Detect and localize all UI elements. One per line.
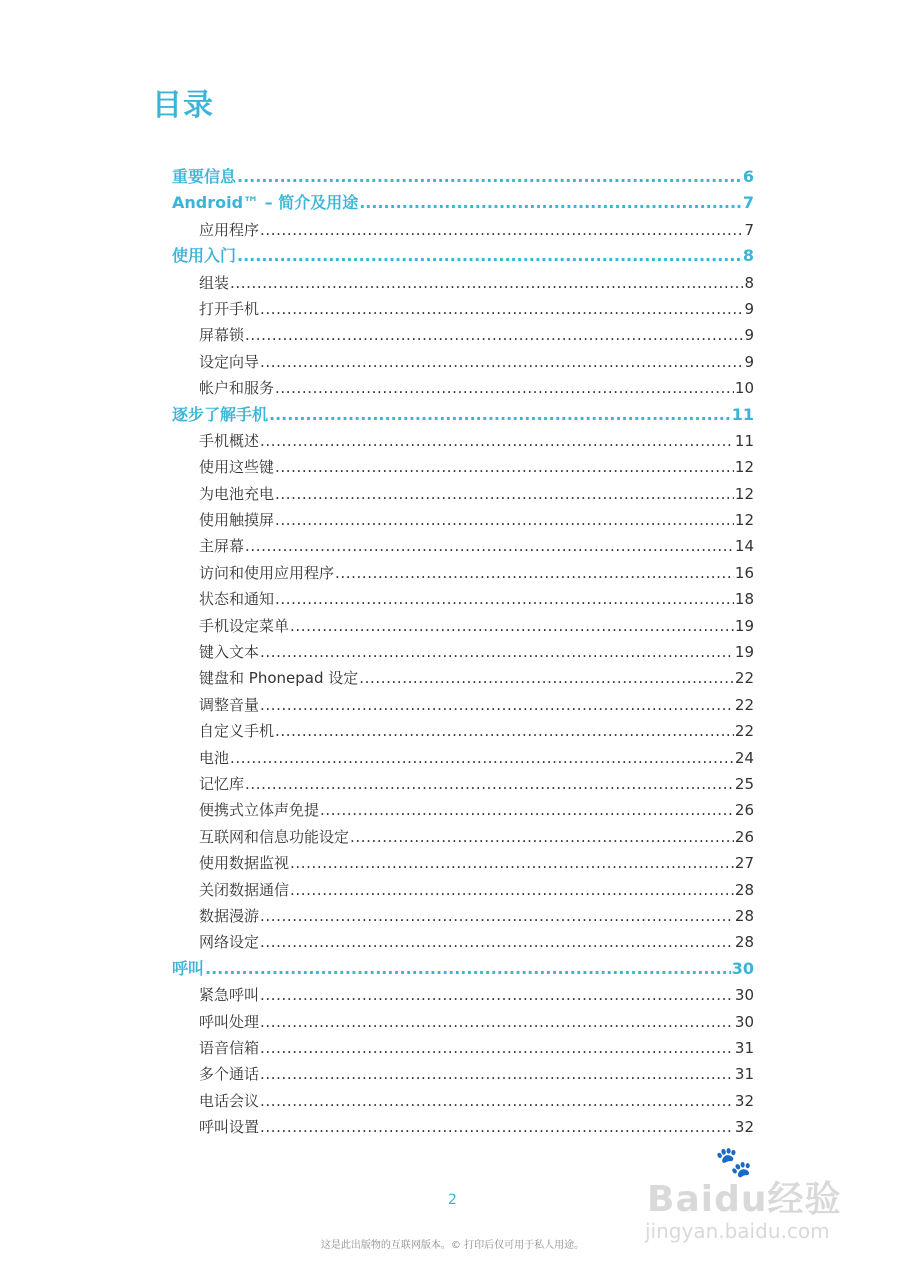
toc-label: 应用程序: [199, 220, 260, 239]
dot-leader: [260, 349, 743, 375]
toc-label: 关闭数据通信: [199, 880, 290, 899]
toc-label: Android™ – 简介及用途: [172, 193, 359, 213]
toc-label: 屏幕锁: [199, 326, 245, 345]
toc-page-number: 30: [731, 958, 754, 978]
toc-label: 呼叫: [172, 958, 205, 978]
dot-leader: [290, 613, 734, 639]
toc-chapter[interactable]: [172, 190, 754, 216]
dot-leader: [275, 375, 734, 401]
dot-leader: [290, 850, 734, 876]
baidu-watermark: [643, 1145, 873, 1255]
toc-label: 访问和使用应用程序: [199, 563, 335, 582]
toc-entry[interactable]: [172, 507, 754, 533]
dot-leader: [245, 322, 743, 348]
dot-leader: [260, 903, 734, 929]
paw-icon: 🐾: [715, 1145, 753, 1180]
toc-label: 呼叫设置: [199, 1118, 260, 1137]
toc-entry[interactable]: [172, 481, 754, 507]
dot-leader: [275, 586, 734, 612]
toc-label: 打开手机: [199, 299, 260, 318]
dot-leader: [350, 824, 734, 850]
toc-page-number: 10: [734, 379, 754, 398]
dot-leader: [230, 270, 743, 296]
toc-page-number: 19: [734, 643, 754, 662]
toc-label: 自定义手机: [199, 722, 275, 741]
toc-label: 语音信箱: [199, 1038, 260, 1057]
toc-label: 记忆库: [199, 774, 245, 793]
dot-leader: [359, 665, 734, 691]
toc-label: 网络设定: [199, 933, 260, 952]
dot-leader: [269, 402, 731, 428]
dot-leader: [237, 164, 742, 190]
toc-label: 多个通话: [199, 1065, 260, 1084]
toc-page-number: 9: [744, 326, 754, 345]
toc-label: 互联网和信息功能设定: [199, 827, 350, 846]
toc-page-number: 12: [734, 484, 754, 503]
table-of-contents: [172, 164, 754, 1140]
toc-label: 电池: [199, 748, 230, 767]
dot-leader: [260, 1114, 734, 1140]
toc-label: 设定向导: [199, 352, 260, 371]
toc-label: 呼叫处理: [199, 1012, 260, 1031]
toc-label: 使用这些键: [199, 458, 275, 477]
toc-page-number: 22: [734, 722, 754, 741]
toc-entry[interactable]: [172, 692, 754, 718]
toc-label: 为电池充电: [199, 484, 275, 503]
dot-leader: [230, 745, 734, 771]
toc-entry[interactable]: [172, 1009, 754, 1035]
toc-entry[interactable]: [172, 349, 754, 375]
toc-label: 逐步了解手机: [172, 404, 269, 424]
dot-leader: [260, 428, 734, 454]
toc-page-number: 32: [734, 1091, 754, 1110]
toc-chapter[interactable]: [172, 956, 754, 982]
toc-label: 键盘和 Phonepad 设定: [199, 669, 359, 688]
dot-leader: [245, 533, 734, 559]
toc-entry[interactable]: [172, 665, 754, 691]
dot-leader: [237, 243, 742, 269]
toc-page-number: 8: [744, 273, 754, 292]
toc-page-number: 16: [734, 563, 754, 582]
dot-leader: [275, 481, 734, 507]
dot-leader: [290, 877, 734, 903]
toc-entry[interactable]: [172, 613, 754, 639]
toc-entry[interactable]: [172, 1035, 754, 1061]
toc-label: 手机概述: [199, 431, 260, 450]
toc-entry[interactable]: [172, 639, 754, 665]
toc-chapter[interactable]: [172, 243, 754, 269]
toc-entry[interactable]: [172, 745, 754, 771]
dot-leader: [205, 956, 731, 982]
dot-leader: [320, 797, 734, 823]
dot-leader: [260, 982, 734, 1008]
dot-leader: [260, 1061, 734, 1087]
dot-leader: [260, 1035, 734, 1061]
toc-label: 键入文本: [199, 643, 260, 662]
toc-label: 使用数据监视: [199, 854, 290, 873]
toc-entry[interactable]: [172, 877, 754, 903]
toc-entry[interactable]: [172, 982, 754, 1008]
page-number: 2: [448, 1192, 457, 1208]
dot-leader: [260, 639, 734, 665]
toc-page-number: 30: [734, 1012, 754, 1031]
toc-entry[interactable]: [172, 270, 754, 296]
toc-entry[interactable]: [172, 929, 754, 955]
dot-leader: [260, 1088, 734, 1114]
toc-page-number: 32: [734, 1118, 754, 1137]
toc-page-number: 31: [734, 1065, 754, 1084]
toc-entry[interactable]: [172, 1088, 754, 1114]
dot-leader: [359, 190, 742, 216]
toc-entry[interactable]: [172, 718, 754, 744]
toc-page-number: 26: [734, 801, 754, 820]
toc-page-number: 28: [734, 933, 754, 952]
toc-entry[interactable]: [172, 850, 754, 876]
toc-label: 重要信息: [172, 167, 237, 186]
toc-label: 帐户和服务: [199, 379, 275, 398]
toc-page-number: 30: [734, 986, 754, 1005]
toc-entry[interactable]: [172, 586, 754, 612]
toc-page-number: 28: [734, 880, 754, 899]
toc-label: 主屏幕: [199, 537, 245, 556]
watermark-logo: Baidu经验: [647, 1179, 842, 1220]
toc-entry[interactable]: [172, 1061, 754, 1087]
toc-chapter[interactable]: [172, 402, 754, 428]
dot-leader: [275, 718, 734, 744]
toc-entry[interactable]: [172, 533, 754, 559]
dot-leader: [245, 771, 734, 797]
dot-leader: [260, 929, 734, 955]
toc-entry[interactable]: [172, 560, 754, 586]
toc-entry[interactable]: [172, 322, 754, 348]
toc-entry[interactable]: [172, 903, 754, 929]
toc-page-number: 31: [734, 1038, 754, 1057]
toc-label: 调整音量: [199, 695, 260, 714]
toc-label: 使用入门: [172, 246, 237, 266]
dot-leader: [275, 454, 734, 480]
toc-entry[interactable]: [172, 428, 754, 454]
toc-label: 状态和通知: [199, 590, 275, 609]
toc-page-number: 25: [734, 774, 754, 793]
dot-leader: [335, 560, 734, 586]
dot-leader: [260, 217, 743, 243]
footer-note: 这是此出版物的互联网版本。© 打印后仅可用于私人用途。: [320, 1240, 585, 1251]
toc-label: 电话会议: [199, 1091, 260, 1110]
page-title: 目录: [152, 88, 214, 123]
toc-label: 数据漫游: [199, 906, 260, 925]
toc-page-number: 9: [744, 299, 754, 318]
toc-entry[interactable]: [172, 824, 754, 850]
toc-page-number: 28: [734, 906, 754, 925]
toc-entry[interactable]: [172, 296, 754, 322]
toc-page-number: 22: [734, 695, 754, 714]
toc-page-number: 12: [734, 458, 754, 477]
dot-leader: [260, 692, 734, 718]
toc-label: 便携式立体声免提: [199, 801, 320, 820]
toc-entry[interactable]: [172, 217, 754, 243]
toc-page-number: 12: [734, 511, 754, 530]
dot-leader: [275, 507, 734, 533]
toc-page-number: 27: [734, 854, 754, 873]
toc-entry[interactable]: [172, 797, 754, 823]
toc-entry[interactable]: [172, 1114, 754, 1140]
toc-label: 组装: [199, 273, 230, 292]
toc-page-number: 24: [734, 748, 754, 767]
toc-page-number: 7: [744, 220, 754, 239]
toc-page-number: 8: [742, 246, 754, 266]
dot-leader: [260, 1009, 734, 1035]
toc-entry[interactable]: [172, 771, 754, 797]
toc-entry[interactable]: [172, 454, 754, 480]
toc-page-number: 26: [734, 827, 754, 846]
watermark-url: jingyan.baidu.com: [645, 1219, 830, 1243]
toc-chapter[interactable]: [172, 164, 754, 190]
toc-label: 紧急呼叫: [199, 986, 260, 1005]
toc-label: 使用触摸屏: [199, 511, 275, 530]
toc-page-number: 18: [734, 590, 754, 609]
toc-page-number: 7: [742, 193, 754, 213]
toc-page-number: 22: [734, 669, 754, 688]
toc-label: 手机设定菜单: [199, 616, 290, 635]
toc-page-number: 11: [734, 431, 754, 450]
toc-entry[interactable]: [172, 375, 754, 401]
toc-page-number: 6: [742, 167, 754, 186]
toc-page-number: 9: [744, 352, 754, 371]
toc-page-number: 11: [731, 404, 754, 424]
dot-leader: [260, 296, 743, 322]
toc-page-number: 19: [734, 616, 754, 635]
toc-page-number: 14: [734, 537, 754, 556]
